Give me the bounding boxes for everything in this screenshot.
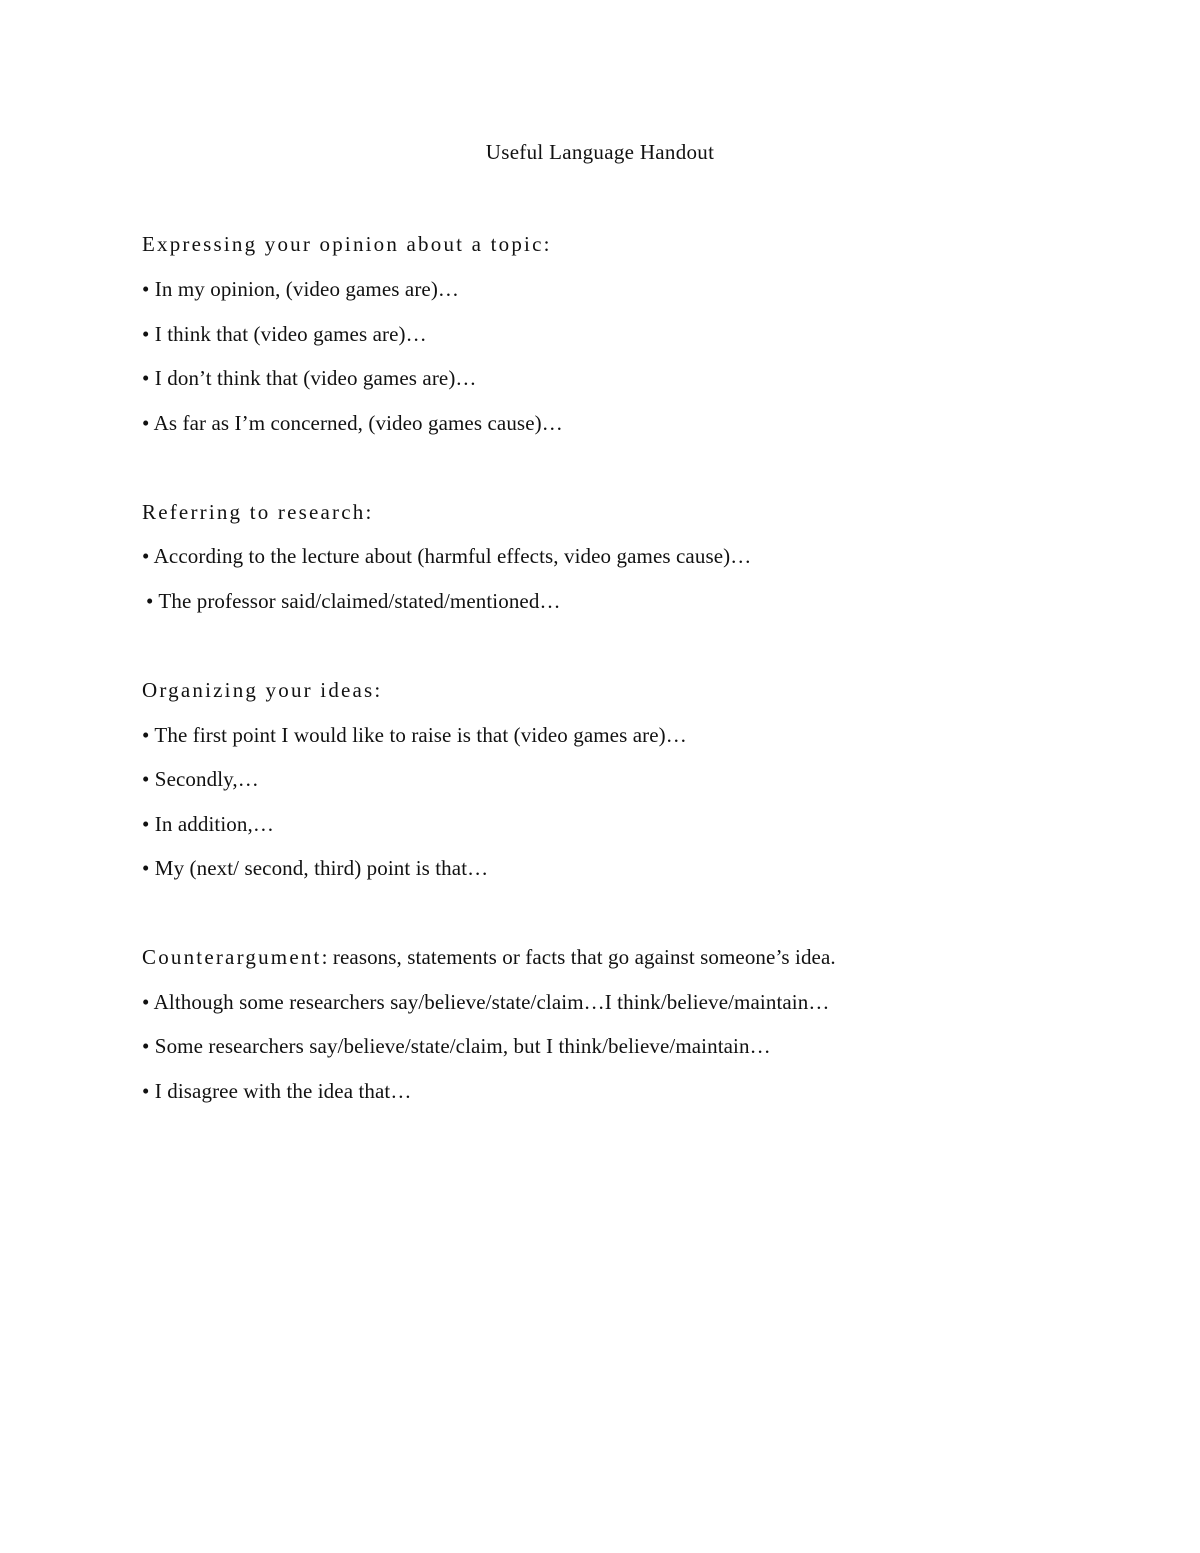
organizing-item: • Secondly,…: [142, 767, 259, 791]
counter-heading-definition: : reasons, statements or facts that go against someone’s idea.: [321, 945, 836, 969]
counter-heading: [142, 945, 836, 970]
research-item: • The professor said/claimed/stated/mentioned…: [146, 589, 561, 613]
counter-item: • Although some researchers say/believe/state/claim…I think/believe/maintain…: [142, 990, 830, 1014]
opinion-item: • As far as I’m concerned, (video games cause)…: [142, 411, 563, 435]
organizing-item: • My (next/ second, third) point is that…: [142, 856, 489, 880]
page-title: Useful Language Handout: [485, 140, 715, 164]
counter-heading-label: Counterargument: [142, 945, 322, 969]
opinion-item: • I think that (video games are)…: [142, 322, 427, 346]
research-item: • According to the lecture about (harmful effects, video games cause)…: [142, 544, 752, 568]
opinion-heading: Expressing your opinion about a topic:: [142, 232, 552, 256]
opinion-item: • I don’t think that (video games are)…: [142, 366, 477, 390]
opinion-item: • In my opinion, (video games are)…: [142, 277, 460, 301]
organizing-item: • In addition,…: [142, 812, 274, 836]
research-heading: Referring to research:: [142, 500, 374, 524]
organizing-heading: Organizing your ideas:: [142, 678, 383, 702]
organizing-item: • The first point I would like to raise is that (video games are)…: [142, 723, 687, 747]
counter-item: • Some researchers say/believe/state/claim, but I think/believe/maintain…: [142, 1034, 771, 1058]
counter-item: • I disagree with the idea that…: [142, 1079, 412, 1103]
